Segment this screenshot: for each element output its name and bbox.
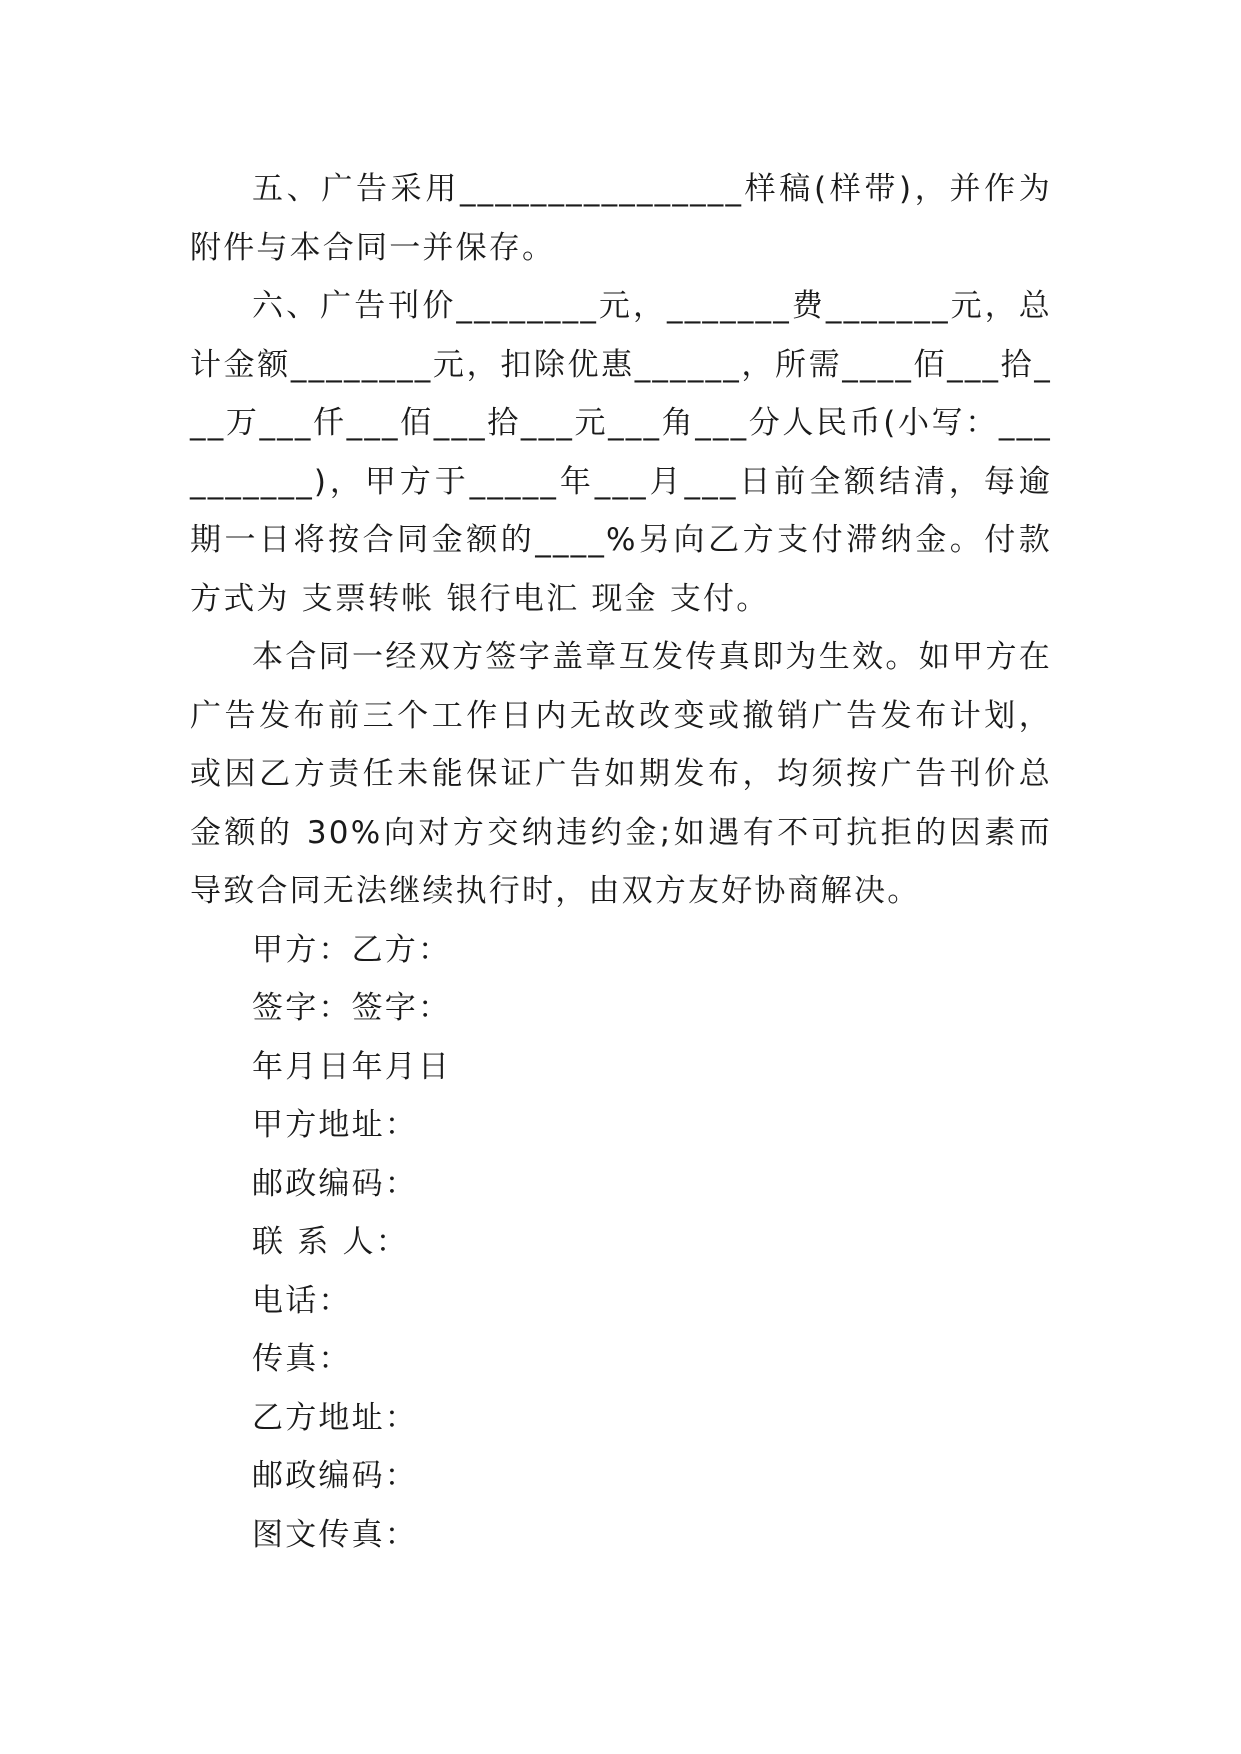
effectiveness-paragraph: 本合同一经双方签字盖章互发传真即为生效。如甲方在广告发布前三个工作日内无故改变或撤销广告发布计划，或因乙方责任未能保证广告如期发布，均须按广告刊价总金额的 30%向对方交纳违约金;如遇有不可抗拒的因素而导致合同无法继续执行时，由双方友好协商解决。 — [190, 639, 1052, 909]
party-b-address-label: 乙方地址： — [252, 1399, 418, 1436]
signature-labels-line: 签字：签字： — [252, 990, 452, 1026]
fax-label: 传真： — [252, 1341, 352, 1377]
phone-label: 电话： — [252, 1282, 352, 1319]
contact-person-label: 联 系 人： — [252, 1224, 409, 1260]
clause-five-paragraph: 五、广告采用________________样稿(样带)，并作为附件与本合同一并保存。 — [190, 171, 1052, 266]
postal-code-label-b: 邮政编码： — [252, 1458, 418, 1494]
party-a-address-label: 甲方地址： — [252, 1107, 418, 1143]
image-fax-label: 图文传真： — [252, 1516, 418, 1553]
clause-six-paragraph: 六、广告刊价________元，_______费_______元，总计金额________元，扣除优惠______，所需____佰___拾___万___仟___佰___拾___元___角___分人民币(小写：__________)，甲方于_____年___月___日前全额结清，每逾期一日将按合同金额的____%另向乙方支付滞纳金。付款方式为 支票转帐 银行电汇 现金 支付。 — [190, 288, 1052, 617]
postal-code-label: 邮政编码： — [252, 1165, 418, 1202]
party-labels-line: 甲方：乙方： — [252, 931, 452, 968]
date-labels-line: 年月日年月日 — [252, 1048, 452, 1085]
document-body — [190, 160, 1052, 1564]
